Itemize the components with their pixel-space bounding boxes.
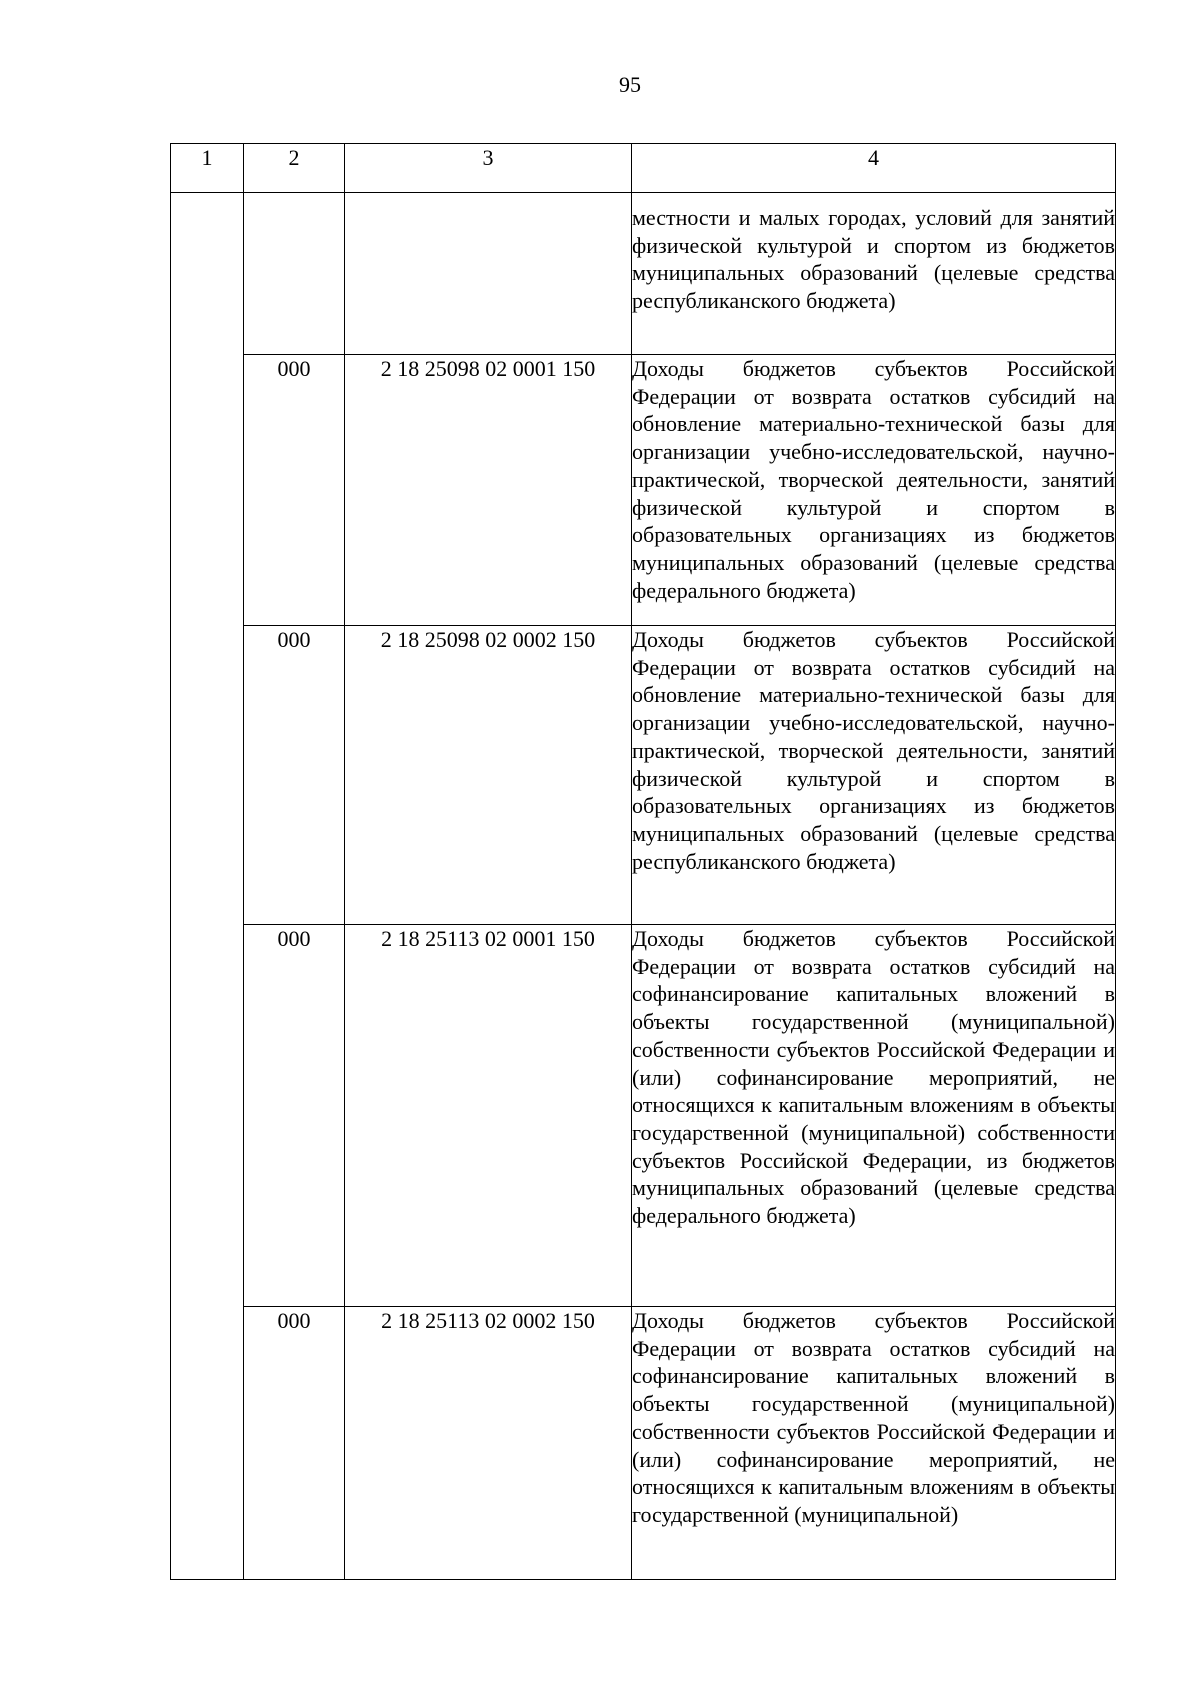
description-cell: Доходы бюджетов субъектов Российской Федерации от возврата остатков субсидий на обновление материально-технической базы для организации учебно-исследовательской, научно-практической, творческой деятельности, занятий физической культурой и спортом в образовательных организациях из бюджетов муниципальных образований (целевые средства федерального бюджета) [632,355,1116,626]
header-col-1: 1 [171,144,244,193]
budget-revenue-table [170,143,1116,1580]
description-cell: Доходы бюджетов субъектов Российской Федерации от возврата остатков субсидий на софинансирование капитальных вложений в объекты государственной (муниципальной) собственности субъектов Российской Федерации и (или) софинансирование мероприятий, не относящихся к капитальным вложениям в объекты государственной (муниципальной) [632,1307,1116,1580]
page-number: 95 [619,72,641,97]
table-row [171,1307,1116,1580]
kbk-cell [345,193,632,355]
table-row [171,925,1116,1307]
table-header-row [171,144,1116,193]
admin-code-cell: 000 [244,925,345,1307]
admin-code-cell: 000 [244,1307,345,1580]
admin-code-cell: 000 [244,626,345,925]
table-row [171,355,1116,626]
description-cell: Доходы бюджетов субъектов Российской Федерации от возврата остатков субсидий на софинансирование капитальных вложений в объекты государственной (муниципальной) собственности субъектов Российской Федерации и (или) софинансирование мероприятий, не относящихся к капитальным вложениям в объекты государственной (муниципальной) собственности субъектов Российской Федерации, из бюджетов муниципальных образований (целевые средства федерального бюджета) [632,925,1116,1307]
description-cell: местности и малых городах, условий для занятий физической культурой и спортом из бюджетов муниципальных образований (целевые средства республиканского бюджета) [632,193,1116,355]
kbk-cell: 2 18 25113 02 0001 150 [345,925,632,1307]
table-row-continuation [171,193,1116,355]
kbk-cell: 2 18 25098 02 0001 150 [345,355,632,626]
group-column-cell [171,193,244,1580]
header-col-4: 4 [632,144,1116,193]
admin-code-cell: 000 [244,355,345,626]
table-row [171,626,1116,925]
admin-code-cell [244,193,345,355]
description-cell: Доходы бюджетов субъектов Российской Федерации от возврата остатков субсидий на обновление материально-технической базы для организации учебно-исследовательской, научно-практической, творческой деятельности, занятий физической культурой и спортом в образовательных организациях из бюджетов муниципальных образований (целевые средства республиканского бюджета) [632,626,1116,925]
header-col-2: 2 [244,144,345,193]
kbk-cell: 2 18 25098 02 0002 150 [345,626,632,925]
header-col-3: 3 [345,144,632,193]
kbk-cell: 2 18 25113 02 0002 150 [345,1307,632,1580]
